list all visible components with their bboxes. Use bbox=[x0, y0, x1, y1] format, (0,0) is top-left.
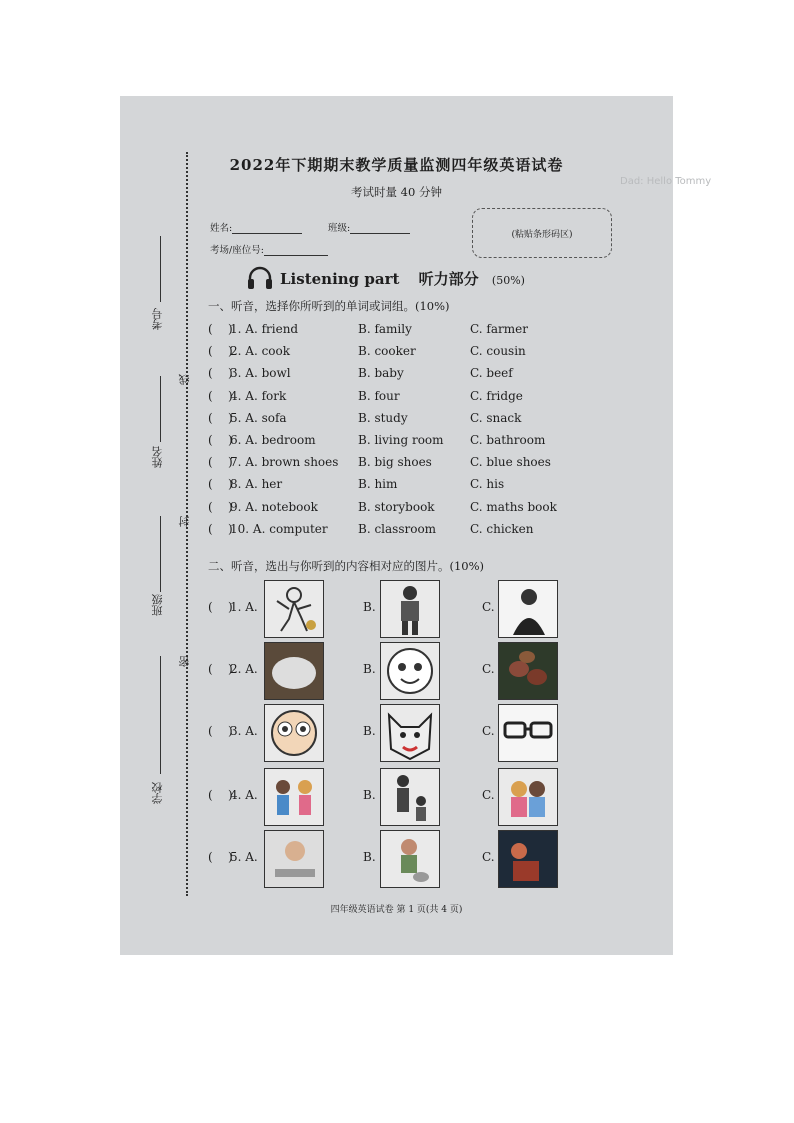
option-b-picture bbox=[380, 580, 440, 638]
question-number: 4. bbox=[230, 388, 242, 403]
seat-field[interactable] bbox=[210, 242, 328, 256]
name-field[interactable] bbox=[210, 220, 302, 234]
option-a-picture bbox=[264, 580, 324, 638]
section-title-cn: 听力部分 bbox=[418, 270, 479, 288]
option-a bbox=[230, 477, 282, 491]
headphones-icon bbox=[246, 266, 274, 290]
question-number: 7. bbox=[230, 455, 242, 470]
option-c-picture bbox=[498, 704, 558, 762]
option-a-label: 5. A. bbox=[230, 850, 258, 864]
answer-blank[interactable]: ( ) bbox=[208, 521, 233, 536]
option-a bbox=[230, 322, 298, 336]
answer-blank[interactable]: ( ) bbox=[208, 788, 233, 802]
part2-title: 二、听音，选出与你听到的内容相对应的图片。(10%) bbox=[208, 559, 485, 573]
option-a bbox=[230, 366, 291, 380]
option-a-text: A. sofa bbox=[245, 410, 287, 425]
name-line bbox=[160, 376, 161, 442]
answer-blank[interactable]: ( ) bbox=[208, 366, 233, 381]
class-label: 班级: bbox=[328, 223, 351, 234]
question-number: 9. bbox=[230, 499, 242, 514]
option-a-picture bbox=[264, 704, 324, 762]
question-number: 1. bbox=[230, 322, 242, 336]
option-a-label: 4. A. bbox=[230, 788, 258, 802]
option-c-label: C. bbox=[482, 662, 495, 676]
exam-sheet bbox=[120, 96, 712, 955]
option-c-picture bbox=[498, 642, 558, 700]
option-a bbox=[230, 500, 318, 514]
option-b-label: B. bbox=[363, 850, 376, 864]
answer-blank[interactable]: ( ) bbox=[208, 433, 233, 447]
answer-blank[interactable]: ( ) bbox=[208, 477, 233, 492]
label-name: 姓名 bbox=[151, 446, 164, 468]
option-b: B. baby bbox=[358, 366, 404, 381]
option-b-label: B. bbox=[363, 788, 376, 802]
option-a-text: A. her bbox=[245, 477, 283, 492]
option-b-label: B. bbox=[363, 600, 376, 614]
question-number: 5. bbox=[230, 410, 242, 425]
label-exam-no: 考号 bbox=[151, 308, 164, 330]
option-b-picture bbox=[380, 830, 440, 888]
option-a-label: 1. A. bbox=[230, 600, 258, 614]
answer-blank[interactable]: ( ) bbox=[208, 344, 233, 359]
option-a-text: A. bowl bbox=[245, 366, 291, 381]
option-c-picture bbox=[498, 768, 558, 826]
option-a-text: A. notebook bbox=[245, 499, 318, 514]
label-school: 学校 bbox=[151, 782, 164, 804]
question-number: 8. bbox=[230, 477, 242, 492]
part1-title: 一、听音，选择你所听到的单词或词组。(10%) bbox=[208, 299, 450, 313]
option-c-label: C. bbox=[482, 788, 495, 802]
label-seal: 封 bbox=[178, 516, 191, 527]
barcode-label: (粘贴条形码区) bbox=[511, 229, 573, 240]
question-number: 2. bbox=[230, 344, 242, 359]
option-b-picture bbox=[380, 704, 440, 762]
option-c: C. blue shoes bbox=[470, 455, 551, 470]
answer-blank[interactable]: ( ) bbox=[208, 600, 233, 614]
option-b: B. four bbox=[358, 388, 400, 403]
option-c: C. fridge bbox=[470, 388, 523, 403]
answer-blank[interactable]: ( ) bbox=[208, 388, 233, 403]
option-c-picture bbox=[498, 830, 558, 888]
option-c-label: C. bbox=[482, 850, 495, 864]
name-label: 姓名: bbox=[210, 223, 233, 234]
section-header bbox=[280, 268, 525, 289]
exam-time: 考试时量 40 分钟 bbox=[351, 185, 442, 199]
option-c: C. chicken bbox=[470, 521, 534, 536]
option-a bbox=[230, 433, 316, 447]
exam-no-line bbox=[160, 236, 161, 302]
label-class: 班级 bbox=[151, 594, 164, 616]
option-b: B. study bbox=[358, 410, 408, 425]
option-b: B. classroom bbox=[358, 521, 437, 536]
option-c: C. bathroom bbox=[470, 433, 546, 447]
school-line bbox=[160, 656, 161, 774]
option-a bbox=[230, 344, 290, 358]
option-b: B. cooker bbox=[358, 344, 416, 359]
bleed-through-text: Dad: Hello Tommy bbox=[620, 176, 712, 187]
option-a bbox=[230, 411, 287, 425]
option-b: B. storybook bbox=[358, 499, 435, 514]
label-line: 线 bbox=[178, 374, 191, 385]
option-c-label: C. bbox=[482, 724, 495, 738]
answer-blank[interactable]: ( ) bbox=[208, 410, 233, 425]
class-field[interactable] bbox=[328, 220, 410, 234]
option-a-label: 3. A. bbox=[230, 724, 258, 738]
answer-blank[interactable]: ( ) bbox=[208, 455, 233, 470]
option-b: B. him bbox=[358, 477, 398, 492]
option-a-label: 2. A. bbox=[230, 662, 258, 676]
option-b-picture bbox=[380, 642, 440, 700]
section-title-en: Listening part bbox=[280, 270, 400, 288]
option-a-picture bbox=[264, 642, 324, 700]
option-c: C. snack bbox=[470, 410, 522, 425]
option-c: C. maths book bbox=[470, 499, 557, 514]
option-b: B. family bbox=[358, 322, 412, 336]
option-b-label: B. bbox=[363, 662, 376, 676]
option-a-picture bbox=[264, 830, 324, 888]
barcode-area bbox=[472, 208, 612, 258]
option-a bbox=[230, 389, 286, 403]
answer-blank[interactable]: ( ) bbox=[208, 850, 233, 864]
seat-label: 考场/座位号: bbox=[210, 245, 264, 256]
page-footer: 四年级英语试卷 第 1 页(共 4 页) bbox=[330, 905, 463, 915]
answer-blank[interactable]: ( ) bbox=[208, 499, 233, 514]
question-number: 6. bbox=[230, 433, 242, 447]
label-secret: 密 bbox=[178, 656, 191, 667]
section-percent: (50%) bbox=[491, 274, 525, 287]
option-c: C. farmer bbox=[470, 322, 528, 336]
option-a-text: A. fork bbox=[245, 388, 287, 403]
option-a bbox=[230, 522, 328, 536]
answer-blank[interactable]: ( ) bbox=[208, 662, 233, 676]
exam-title: 2022年下期期末教学质量监测四年级英语试卷 bbox=[229, 156, 564, 174]
option-a-text: A. cook bbox=[245, 344, 291, 359]
option-a-picture bbox=[264, 768, 324, 826]
option-b: B. living room bbox=[358, 433, 444, 447]
option-c-label: C. bbox=[482, 600, 495, 614]
option-a-text: A. brown shoes bbox=[245, 455, 339, 470]
option-a-text: A. friend bbox=[245, 322, 299, 336]
option-c: C. beef bbox=[470, 366, 513, 381]
option-c-picture bbox=[498, 580, 558, 638]
question-number: 10. bbox=[230, 521, 250, 536]
option-a-text: A. bedroom bbox=[245, 433, 316, 447]
option-c: C. cousin bbox=[470, 344, 526, 359]
question-number: 3. bbox=[230, 366, 242, 381]
answer-blank[interactable]: ( ) bbox=[208, 724, 233, 738]
option-a-text: A. computer bbox=[252, 521, 328, 536]
answer-blank[interactable]: ( ) bbox=[208, 322, 233, 336]
option-b-label: B. bbox=[363, 724, 376, 738]
option-b-picture bbox=[380, 768, 440, 826]
option-c: C. his bbox=[470, 477, 505, 492]
class-line bbox=[160, 516, 161, 592]
option-a bbox=[230, 455, 338, 469]
option-b: B. big shoes bbox=[358, 455, 432, 470]
